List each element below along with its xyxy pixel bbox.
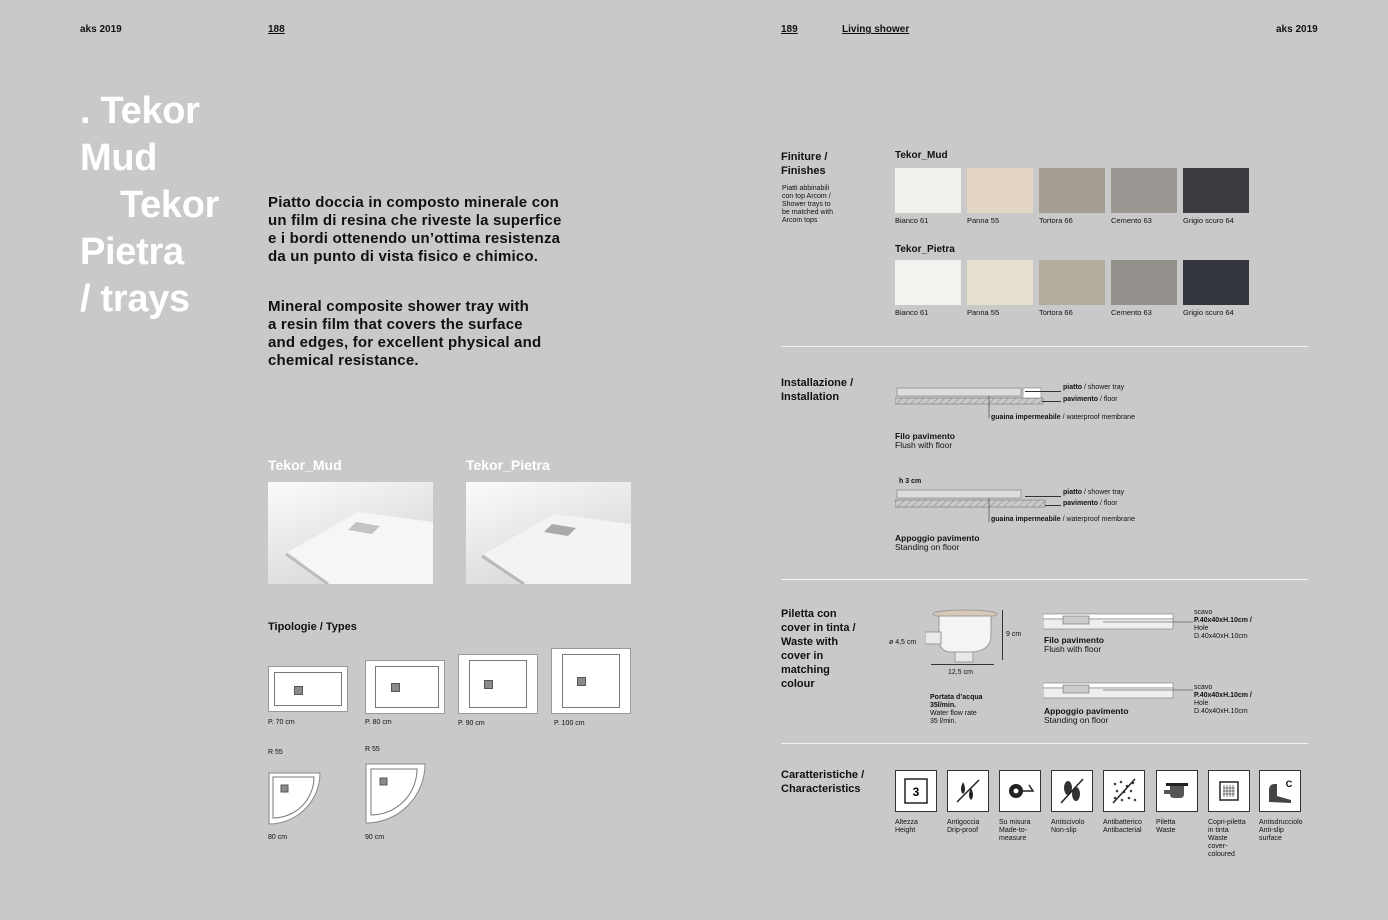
note-line: Piatti abbinabili	[782, 185, 830, 192]
swatch-row-mud	[895, 168, 1249, 225]
tray-photo-mud	[268, 482, 433, 584]
swatch-item	[1111, 260, 1177, 317]
caption-it: Appoggio pavimento	[1044, 706, 1129, 716]
caption-it: Filo pavimento	[1044, 635, 1104, 645]
description-line: a resin film that covers the surface	[268, 316, 523, 333]
flow-line: Portata d’acqua	[930, 694, 983, 701]
label-line: Piletta	[1156, 819, 1176, 826]
membrane-callout: guaina impermeabile / waterproof membrane	[991, 414, 1135, 421]
drain-icon	[391, 683, 400, 692]
characteristic-label	[1103, 819, 1151, 835]
spec-line: Hole	[1194, 625, 1209, 632]
height-3-icon	[895, 770, 937, 812]
label-line: Height	[895, 827, 916, 834]
floor-callout: pavimento / floor	[1063, 500, 1118, 507]
caption-it: Filo pavimento	[895, 431, 955, 441]
heading-line: Finishes	[781, 165, 826, 177]
label-line: Anti-slip	[1259, 827, 1284, 834]
flow-line: Water flow rate	[930, 710, 977, 717]
label-line: Waste	[1156, 827, 1176, 834]
title-line: / trays	[80, 278, 190, 320]
corner-tray-80	[268, 772, 322, 826]
swatch-label: Grigio scuro 64	[1183, 308, 1234, 317]
description-line: chemical resistance.	[268, 352, 419, 369]
description-line: Piatto doccia in composto minerale con	[268, 194, 559, 211]
label-line: surface	[1259, 835, 1282, 842]
heading-line: cover in	[781, 650, 824, 662]
label-line: Waste	[1208, 835, 1228, 842]
finish-group-name: Tekor_Mud	[895, 150, 948, 161]
color-swatch	[1111, 260, 1177, 305]
characteristic-item	[947, 770, 995, 835]
divider	[781, 346, 1308, 347]
label-line: Antigoccia	[947, 819, 980, 826]
swatch-label: Grigio scuro 64	[1183, 216, 1234, 225]
caption-en: Flush with floor	[895, 440, 953, 450]
heading-line: Piletta con	[781, 608, 837, 620]
characteristic-label	[895, 819, 943, 835]
description-line: e i bordi ottenendo un’ottima resistenza	[268, 230, 561, 247]
label-line: measure	[999, 835, 1027, 842]
swatch-item	[1039, 168, 1105, 225]
heading-line: Installation	[781, 391, 840, 403]
label-line: Antiscivolo	[1051, 819, 1085, 826]
callout-label-en: floor	[1103, 500, 1118, 507]
waste-cover-icon	[1208, 770, 1250, 812]
divider	[781, 579, 1308, 580]
title-line: . Tekor	[80, 90, 200, 132]
swatch-item	[967, 260, 1033, 317]
heading-line: Waste with	[781, 636, 839, 648]
photo-label-mud: Tekor_Mud	[268, 457, 342, 473]
tray-size-label: P. 70 cm	[268, 719, 295, 726]
callout-label-en: waterproof membrane	[1066, 414, 1135, 421]
swatch-item	[1183, 168, 1249, 225]
finishes-heading	[781, 150, 827, 178]
waste-icon	[1156, 770, 1198, 812]
standing-caption	[895, 534, 980, 552]
drain-icon	[484, 680, 493, 689]
label-line: Altezza	[895, 819, 918, 826]
callout-label-en: shower tray	[1087, 489, 1125, 496]
note-line: be matched with	[782, 209, 833, 216]
corner-size-label: 90 cm	[365, 834, 385, 841]
tray-callout: piatto / shower tray	[1063, 384, 1125, 391]
label-line: coloured	[1208, 851, 1235, 858]
waste-standing-diagram	[1043, 682, 1193, 702]
color-swatch	[895, 260, 961, 305]
description-line: un film di resina che riveste la superfice	[268, 212, 562, 229]
heading-line: Characteristics	[781, 783, 861, 795]
tray-type-100	[551, 648, 631, 714]
corner-radius-label: R 55	[268, 749, 283, 756]
corner-radius-label: R 55	[365, 746, 380, 753]
waste-hole-spec	[1194, 684, 1252, 716]
description-line: Mineral composite shower tray with	[268, 298, 530, 315]
caption-en: Standing on floor	[895, 542, 960, 552]
waste-drain-illustration	[925, 608, 1005, 664]
characteristic-label	[1259, 819, 1307, 843]
note-line: con top Arcom /	[782, 193, 831, 200]
page-number-right: 189	[781, 24, 798, 35]
characteristic-item	[895, 770, 943, 835]
characteristic-item	[1051, 770, 1099, 835]
characteristic-label	[1156, 819, 1204, 835]
label-line: cover-	[1208, 843, 1228, 850]
types-heading: Tipologie / Types	[268, 621, 357, 633]
swatch-label: Panna 55	[967, 308, 1000, 317]
swatch-label: Bianco 61	[895, 216, 929, 225]
characteristic-item	[1103, 770, 1151, 835]
swatch-item	[1039, 260, 1105, 317]
waste-heading	[781, 607, 856, 691]
tray-size-label: P. 90 cm	[458, 720, 485, 727]
antibacterial-icon	[1103, 770, 1145, 812]
label-line: Antibacterial	[1103, 827, 1142, 834]
color-swatch	[1183, 260, 1249, 305]
drip-proof-icon	[947, 770, 989, 812]
waste-width: 12,5 cm	[948, 669, 973, 676]
label-line: Copri-piletta	[1208, 819, 1246, 826]
characteristic-label	[1051, 819, 1099, 835]
tray-type-70	[268, 666, 348, 712]
characteristic-label	[999, 819, 1047, 843]
characteristic-item	[1259, 770, 1307, 843]
callout-label: guaina impermeabile	[991, 414, 1061, 421]
tray-size-label: P. 80 cm	[365, 719, 392, 726]
swatch-label: Tortora 66	[1039, 308, 1073, 317]
title-line: Tekor	[120, 184, 220, 226]
title-line: Mud	[80, 137, 158, 179]
callout-label: piatto	[1063, 384, 1083, 391]
tray-size-label: P. 100 cm	[554, 720, 585, 727]
swatch-label: Panna 55	[967, 216, 1000, 225]
tray-type-90	[458, 654, 538, 714]
caption-it: Appoggio pavimento	[895, 533, 980, 543]
label-line: Made-to-	[999, 827, 1028, 834]
made-to-measure-icon	[999, 770, 1041, 812]
swatch-row-pietra	[895, 260, 1249, 317]
spec-line: scavo	[1194, 684, 1213, 691]
tray-type-80	[365, 660, 445, 714]
label-line: Antisdrucciolo	[1259, 819, 1303, 826]
waste-height: 9 cm	[1006, 631, 1022, 638]
description-line: and edges, for excellent physical and	[268, 334, 542, 351]
swatch-item	[1183, 260, 1249, 317]
label-line: Non-slip	[1051, 827, 1077, 834]
header-brand-left: aks 2019	[80, 24, 122, 35]
note-line: Arcom tops	[782, 217, 818, 224]
callout-label-en: floor	[1103, 396, 1118, 403]
swatch-label: Bianco 61	[895, 308, 929, 317]
spec-line: scavo	[1194, 609, 1213, 616]
waste-flow	[930, 694, 983, 726]
waste-hole-spec	[1194, 609, 1252, 641]
heading-line: Caratteristiche /	[781, 769, 865, 781]
header-brand-right: aks 2019	[1276, 24, 1318, 35]
spec-line: Hole	[1194, 700, 1209, 707]
label-line: in tinta	[1208, 827, 1229, 834]
spec-line: P.40x40xH.10cm /	[1194, 617, 1252, 624]
corner-size-label: 80 cm	[268, 834, 288, 841]
swatch-label: Cemento 63	[1111, 216, 1152, 225]
characteristics-heading	[781, 768, 864, 796]
swatch-item	[895, 168, 961, 225]
spec-line: D.40x40xH.10cm	[1194, 708, 1248, 715]
page-title	[80, 88, 260, 323]
section-title: Living shower	[842, 24, 910, 35]
waste-standing-caption	[1044, 707, 1129, 725]
height-label: h 3 cm	[899, 478, 922, 485]
membrane-callout: guaina impermeabile / waterproof membrane	[991, 516, 1135, 523]
callout-label: pavimento	[1063, 396, 1099, 403]
waste-flush-diagram	[1043, 612, 1193, 632]
callout-label: pavimento	[1063, 500, 1099, 507]
description-italian	[268, 194, 562, 266]
label-line: Antibatterico	[1103, 819, 1142, 826]
description-english	[268, 298, 541, 370]
heading-line: matching	[781, 664, 830, 676]
label-line: Su misura	[999, 819, 1031, 826]
non-slip-icon	[1051, 770, 1093, 812]
icon-glyph: 3	[912, 785, 920, 799]
heading-line: Installazione /	[781, 377, 854, 389]
waste-diameter: ø 4,5 cm	[889, 639, 917, 646]
caption-en: Standing on floor	[1044, 715, 1109, 725]
color-swatch	[967, 168, 1033, 213]
color-swatch	[895, 168, 961, 213]
characteristic-item	[999, 770, 1047, 843]
tray-illustration	[268, 482, 433, 584]
color-swatch	[1111, 168, 1177, 213]
color-swatch	[1039, 260, 1105, 305]
tray-callout: piatto / shower tray	[1063, 489, 1125, 496]
color-swatch	[967, 260, 1033, 305]
characteristic-item	[1156, 770, 1204, 835]
swatch-item	[895, 260, 961, 317]
anti-slip-surface-icon	[1259, 770, 1301, 812]
callout-label: piatto	[1063, 489, 1083, 496]
swatch-label: Tortora 66	[1039, 216, 1073, 225]
label-line: Drip-proof	[947, 827, 979, 834]
characteristic-label	[1208, 819, 1256, 859]
finish-group-name: Tekor_Pietra	[895, 244, 955, 255]
characteristic-label	[947, 819, 995, 835]
floor-callout: pavimento / floor	[1063, 396, 1118, 403]
swatch-item	[967, 168, 1033, 225]
divider	[781, 743, 1308, 744]
color-swatch	[1039, 168, 1105, 213]
callout-label: guaina impermeabile	[991, 516, 1061, 523]
icon-glyph: C	[1285, 779, 1293, 789]
title-line: Pietra	[80, 231, 184, 273]
photo-label-pietra: Tekor_Pietra	[466, 457, 550, 473]
page-number-left: 188	[268, 24, 285, 35]
heading-line: Finiture /	[781, 151, 828, 163]
tray-illustration	[466, 482, 631, 584]
caption-en: Flush with floor	[1044, 644, 1102, 654]
tray-photo-pietra	[466, 482, 631, 584]
finishes-note	[782, 185, 833, 225]
note-line: Shower trays to	[782, 201, 831, 208]
flush-caption	[895, 432, 955, 450]
flow-line: 35 l/min.	[930, 718, 957, 725]
heading-line: colour	[781, 678, 815, 690]
color-swatch	[1183, 168, 1249, 213]
flow-line: 35l/min.	[930, 702, 957, 709]
swatch-label: Cemento 63	[1111, 308, 1152, 317]
drain-icon	[294, 686, 303, 695]
drain-icon	[577, 677, 586, 686]
waste-flush-caption	[1044, 636, 1104, 654]
description-line: da un punto di vista fisico e chimico.	[268, 248, 539, 265]
swatch-item	[1111, 168, 1177, 225]
installation-heading	[781, 376, 853, 404]
corner-tray-90	[365, 763, 427, 825]
spec-line: D.40x40xH.10cm	[1194, 633, 1248, 640]
spec-line: P.40x40xH.10cm /	[1194, 692, 1252, 699]
characteristic-item	[1208, 770, 1256, 859]
callout-label-en: shower tray	[1087, 384, 1125, 391]
callout-label-en: waterproof membrane	[1066, 516, 1135, 523]
heading-line: cover in tinta /	[781, 622, 856, 634]
